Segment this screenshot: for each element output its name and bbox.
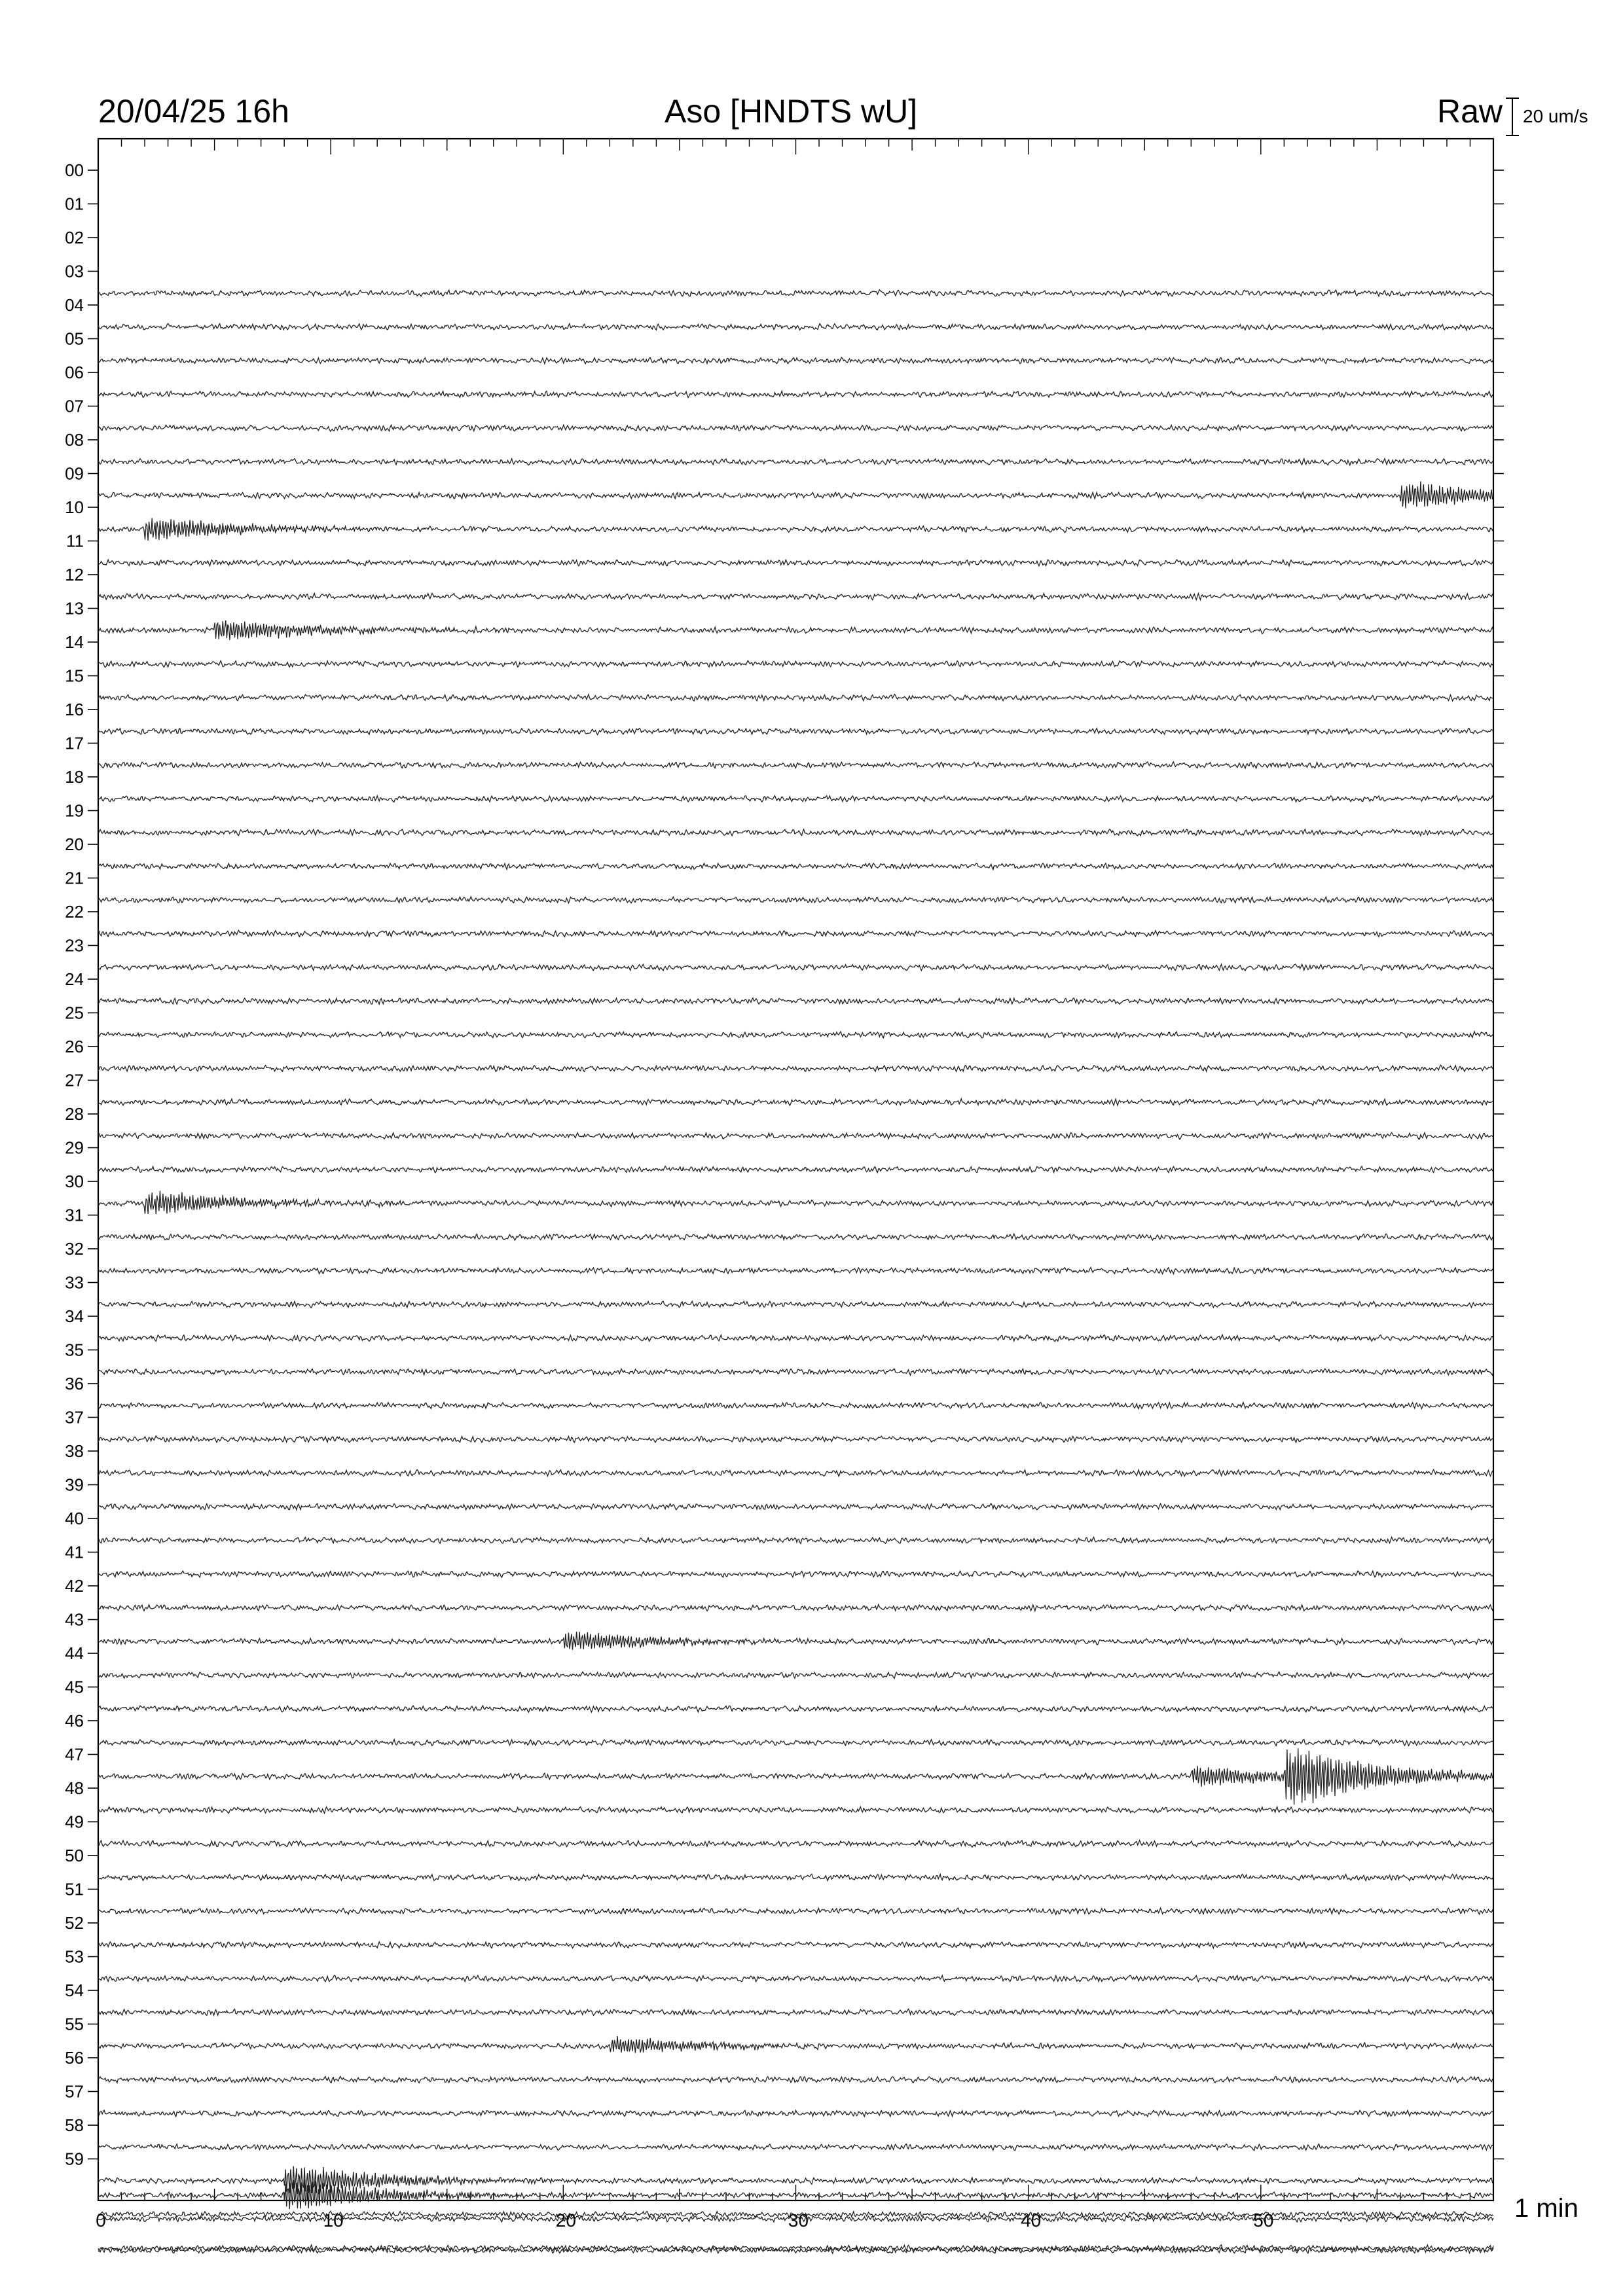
- trace-line: [98, 660, 1493, 667]
- y-tick-label: 47: [65, 1744, 84, 1765]
- trace-line: [98, 829, 1493, 836]
- y-tick-label: 19: [65, 800, 84, 821]
- y-tick-label: 00: [65, 160, 84, 180]
- trace-line: [98, 728, 1493, 735]
- trace-line: [98, 1672, 1493, 1678]
- trace-line: [98, 2036, 1493, 2053]
- trace-line: [98, 560, 1493, 565]
- trace-line: [98, 964, 1493, 971]
- y-tick-label: 46: [65, 1711, 84, 1731]
- y-tick-label: 24: [65, 969, 84, 989]
- x-tick-label: 50: [1253, 2210, 1274, 2231]
- y-tick-label: 43: [65, 1609, 84, 1630]
- y-tick-label: 18: [65, 767, 84, 787]
- trace-line: [98, 594, 1493, 600]
- y-tick-label: 07: [65, 396, 84, 416]
- trace-line: [98, 323, 1493, 330]
- y-tick-label: 49: [65, 1812, 84, 1832]
- y-tick-label: 04: [65, 295, 84, 315]
- y-tick-label: 59: [65, 2149, 84, 2169]
- y-tick-label: 08: [65, 430, 84, 450]
- y-tick-label: 26: [65, 1037, 84, 1056]
- trace-line: [98, 897, 1493, 903]
- trace-line: [98, 1748, 1493, 1804]
- y-tick-label: 35: [65, 1340, 84, 1360]
- trace-line: [98, 762, 1493, 768]
- y-tick-label: 13: [65, 598, 84, 619]
- y-tick-label: 50: [65, 1846, 84, 1865]
- y-tick-label: 42: [65, 1576, 84, 1596]
- trace-line: [98, 694, 1493, 701]
- y-tick-label: 09: [65, 463, 84, 484]
- scale-bar: [1506, 98, 1519, 135]
- trace-line: [98, 2077, 1493, 2083]
- y-tick-label: 01: [65, 194, 84, 214]
- y-tick-label: 40: [65, 1509, 84, 1528]
- trace-line: [98, 1369, 1493, 1375]
- y-tick-label: 05: [65, 329, 84, 349]
- x-tick-label: 0: [96, 2210, 106, 2231]
- trace-line: [98, 1975, 1493, 1982]
- y-tick-label: 37: [65, 1407, 84, 1427]
- y-tick-label: 44: [65, 1643, 84, 1663]
- y-tick-label: 29: [65, 1138, 84, 1158]
- y-tick-label: 52: [65, 1913, 84, 1933]
- trace-line: [98, 1234, 1493, 1240]
- trace-line: [98, 1335, 1493, 1341]
- y-tick-label: 39: [65, 1475, 84, 1495]
- x-tick-label: 20: [555, 2210, 576, 2231]
- trace-line: [98, 357, 1493, 364]
- trace-line: [98, 1706, 1493, 1712]
- trace-line: [98, 2245, 1493, 2251]
- trace-line: [98, 620, 1493, 640]
- y-tick-label: 38: [65, 1441, 84, 1461]
- y-tick-label: 30: [65, 1172, 84, 1191]
- y-tick-label: 06: [65, 363, 84, 382]
- y-tick-label: 28: [65, 1104, 84, 1124]
- trace-line: [98, 1571, 1493, 1577]
- trace-line: [98, 1840, 1493, 1847]
- trace-line: [98, 1099, 1493, 1105]
- trace-line: [98, 1874, 1493, 1881]
- trace-line: [98, 391, 1493, 398]
- y-tick-label: 20: [65, 834, 84, 854]
- y-tick-label: 25: [65, 1003, 84, 1023]
- y-tick-label: 34: [65, 1306, 84, 1326]
- trace-line: [98, 1503, 1493, 1510]
- trace-line: [98, 481, 1493, 508]
- trace-line: [98, 1268, 1493, 1274]
- y-tick-label: 41: [65, 1542, 84, 1562]
- y-tick-label: 21: [65, 868, 84, 888]
- y-tick-label: 15: [65, 666, 84, 686]
- trace-line: [98, 1301, 1493, 1308]
- trace-line: [98, 1605, 1493, 1611]
- trace-line: [98, 1065, 1493, 1071]
- y-tick-label: 31: [65, 1205, 84, 1225]
- time-unit-label: 1 min: [1514, 2194, 1578, 2223]
- trace-line: [98, 998, 1493, 1005]
- y-tick-label: 33: [65, 1272, 84, 1293]
- trace-line: [98, 1632, 1493, 1650]
- trace-line: [98, 1403, 1493, 1409]
- trace-line: [98, 1031, 1493, 1038]
- trace-line: [98, 931, 1493, 937]
- trace-line: [98, 2144, 1493, 2151]
- trace-line: [98, 1942, 1493, 1948]
- y-tick-label: 51: [65, 1879, 84, 1899]
- filter-label: Raw: [1437, 93, 1503, 130]
- trace-line: [98, 1537, 1493, 1544]
- trace-line: [98, 863, 1493, 870]
- y-tick-label: 23: [65, 935, 84, 956]
- trace-line: [98, 796, 1493, 802]
- trace-line: [98, 290, 1493, 296]
- scale-bar-label: 20 um/s: [1523, 106, 1588, 126]
- y-tick-label: 12: [65, 565, 84, 584]
- y-tick-label: 55: [65, 2014, 84, 2034]
- trace-line: [98, 1807, 1493, 1814]
- y-tick-label: 16: [65, 700, 84, 719]
- trace-line: [98, 518, 1493, 541]
- trace-line: [98, 1133, 1493, 1139]
- trace-line: [98, 1908, 1493, 1914]
- y-tick-label: 56: [65, 2048, 84, 2068]
- y-tick-label: 36: [65, 1374, 84, 1393]
- datetime-label: 20/04/25 16h: [98, 93, 289, 130]
- y-tick-label: 17: [65, 733, 84, 753]
- x-tick-label: 30: [788, 2210, 809, 2231]
- y-tick-label: 22: [65, 902, 84, 922]
- trace-line: [98, 1740, 1493, 1746]
- y-tick-label: 32: [65, 1239, 84, 1259]
- trace-line: [98, 1166, 1493, 1173]
- seismic-traces: [98, 290, 1493, 2251]
- y-tick-label: 57: [65, 2081, 84, 2102]
- x-tick-label: 10: [323, 2210, 344, 2231]
- trace-line: [98, 1191, 1493, 1214]
- trace-line: [98, 1436, 1493, 1443]
- trace-line: [98, 459, 1493, 465]
- y-tick-label: 58: [65, 2115, 84, 2135]
- y-tick-label: 02: [65, 228, 84, 247]
- y-tick-label: 54: [65, 1981, 84, 2000]
- trace-line: [98, 1470, 1493, 1477]
- y-tick-label: 27: [65, 1070, 84, 1090]
- y-tick-label: 11: [66, 531, 84, 551]
- trace-line: [98, 2110, 1493, 2117]
- trace-line: [98, 2009, 1493, 2016]
- station-title: Aso [HNDTS wU]: [665, 93, 918, 130]
- x-axis-ticks: [96, 139, 1493, 2231]
- trace-line: [98, 425, 1493, 431]
- y-tick-label: 10: [65, 497, 84, 517]
- y-tick-label: 53: [65, 1946, 84, 1967]
- x-tick-label: 40: [1021, 2210, 1042, 2231]
- y-tick-label: 03: [65, 261, 84, 281]
- y-tick-label: 14: [65, 632, 84, 652]
- y-tick-label: 48: [65, 1778, 84, 1798]
- y-tick-label: 45: [65, 1677, 84, 1697]
